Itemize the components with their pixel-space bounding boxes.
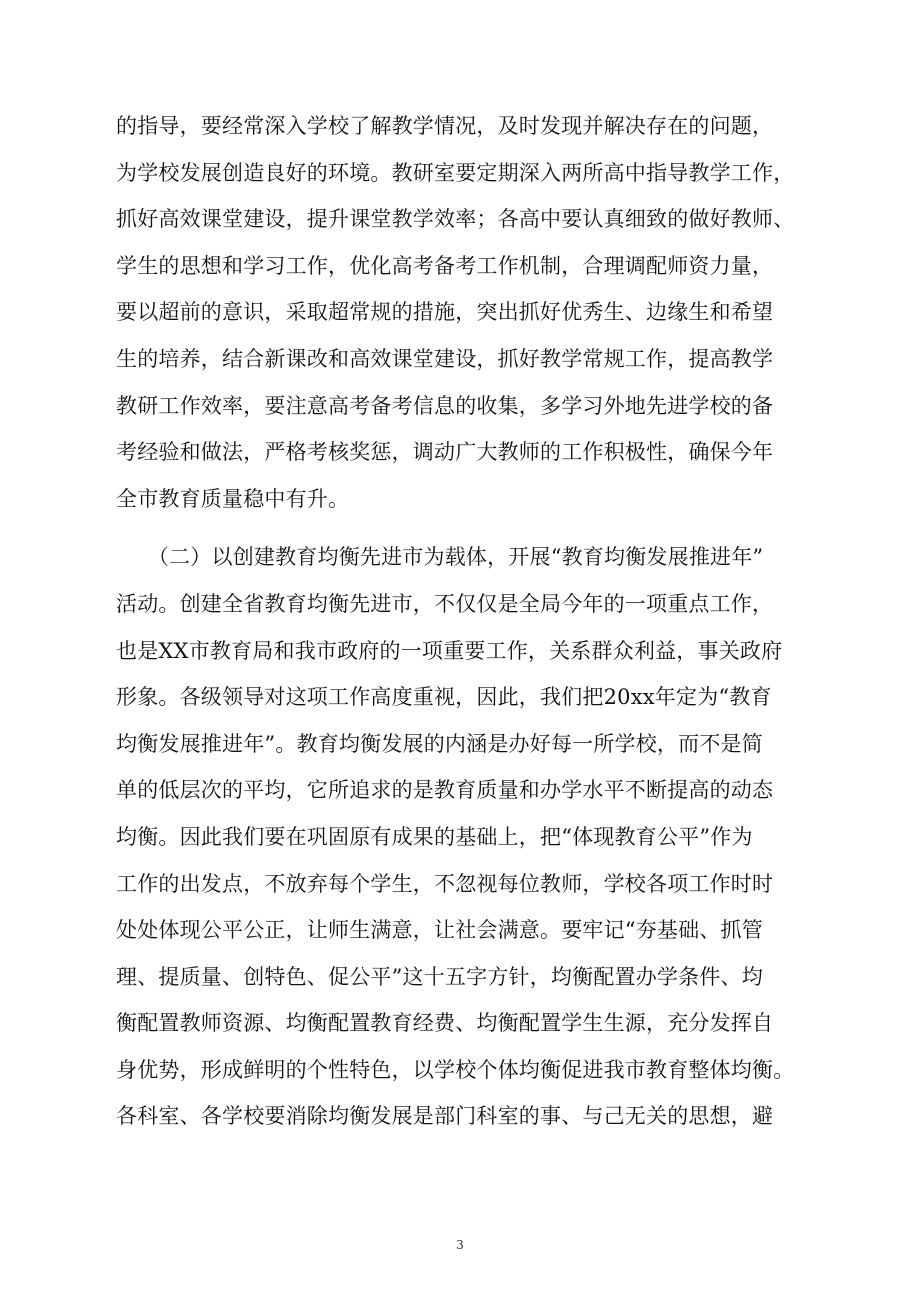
text-line: 全市教育质量稳中有升。 — [116, 486, 350, 511]
text-line: 身优势，形成鲜明的个性特色，以学校个体均衡促进我市教育整体均衡。 — [116, 1057, 795, 1082]
text-line: 考经验和做法，严格考核奖惩，调动广大教师的工作积极性，确保今年 — [116, 440, 774, 465]
text-line: 抓好高效课堂建设，提升课堂教学效率；各高中要认真细致的做好教师、 — [116, 207, 795, 232]
text-line: 各科室、各学校要消除均衡发展是部门科室的事、与己无关的思想，避 — [116, 1104, 774, 1129]
text-line: 要以超前的意识，采取超常规的措施，突出抓好优秀生、边缘生和希望 — [116, 300, 774, 325]
text-line: 均衡。因此我们要在巩固原有成果的基础上，把“体现教育公平”作为 — [116, 824, 753, 849]
text-line: 也是XX市教育局和我市政府的一项重要工作，关系群众利益，事关政府 — [116, 638, 783, 663]
text-line: 为学校发展创造良好的环境。教研室要定期深入两所高中指导教学工作， — [116, 160, 795, 185]
text-line: 的指导，要经常深入学校了解教学情况，及时发现并解决存在的问题， — [116, 114, 774, 138]
page-number: 3 — [456, 1238, 464, 1252]
text-line: 衡配置教师资源、均衡配置教育经费、均衡配置学生生源，充分发挥自 — [116, 1011, 774, 1036]
document-body — [116, 103, 806, 1140]
paragraph-1 — [116, 103, 806, 522]
text-line: 学生的思想和学习工作，优化高考备考工作机制，合理调配师资力量， — [116, 253, 774, 278]
text-line: 形象。各级领导对这项工作高度重视，因此，我们把20xx年定为“教育 — [116, 685, 772, 710]
text-line: 理、提质量、创特色、促公平”这十五字方针，均衡配置办学条件、均 — [116, 964, 763, 989]
text-line: 教研工作效率，要注意高考备考信息的收集，多学习外地先进学校的备 — [116, 393, 774, 418]
text-line: 工作的出发点，不放弃每个学生，不忽视每位教师，学校各项工作时时 — [116, 871, 774, 896]
text-line: 活动。创建全省教育均衡先进市，不仅仅是全局今年的一项重点工作， — [116, 591, 774, 616]
paragraph-2 — [116, 534, 806, 1140]
text-line: 处处体现公平公正，让师生满意，让社会满意。要牢记“夯基础、抓管 — [116, 918, 763, 943]
text-line: （二）以创建教育均衡先进市为载体，开展“教育均衡发展推进年” — [116, 545, 764, 570]
text-line: 均衡发展推进年”。教育均衡发展的内涵是办好每一所学校，而不是简 — [116, 731, 763, 756]
text-line: 单的低层次的平均，它所追求的是教育质量和办学水平不断提高的动态 — [116, 778, 774, 803]
text-line: 生的培养，结合新课改和高效课堂建设，抓好教学常规工作，提高教学 — [116, 346, 774, 371]
paragraph-spacer — [116, 522, 806, 534]
